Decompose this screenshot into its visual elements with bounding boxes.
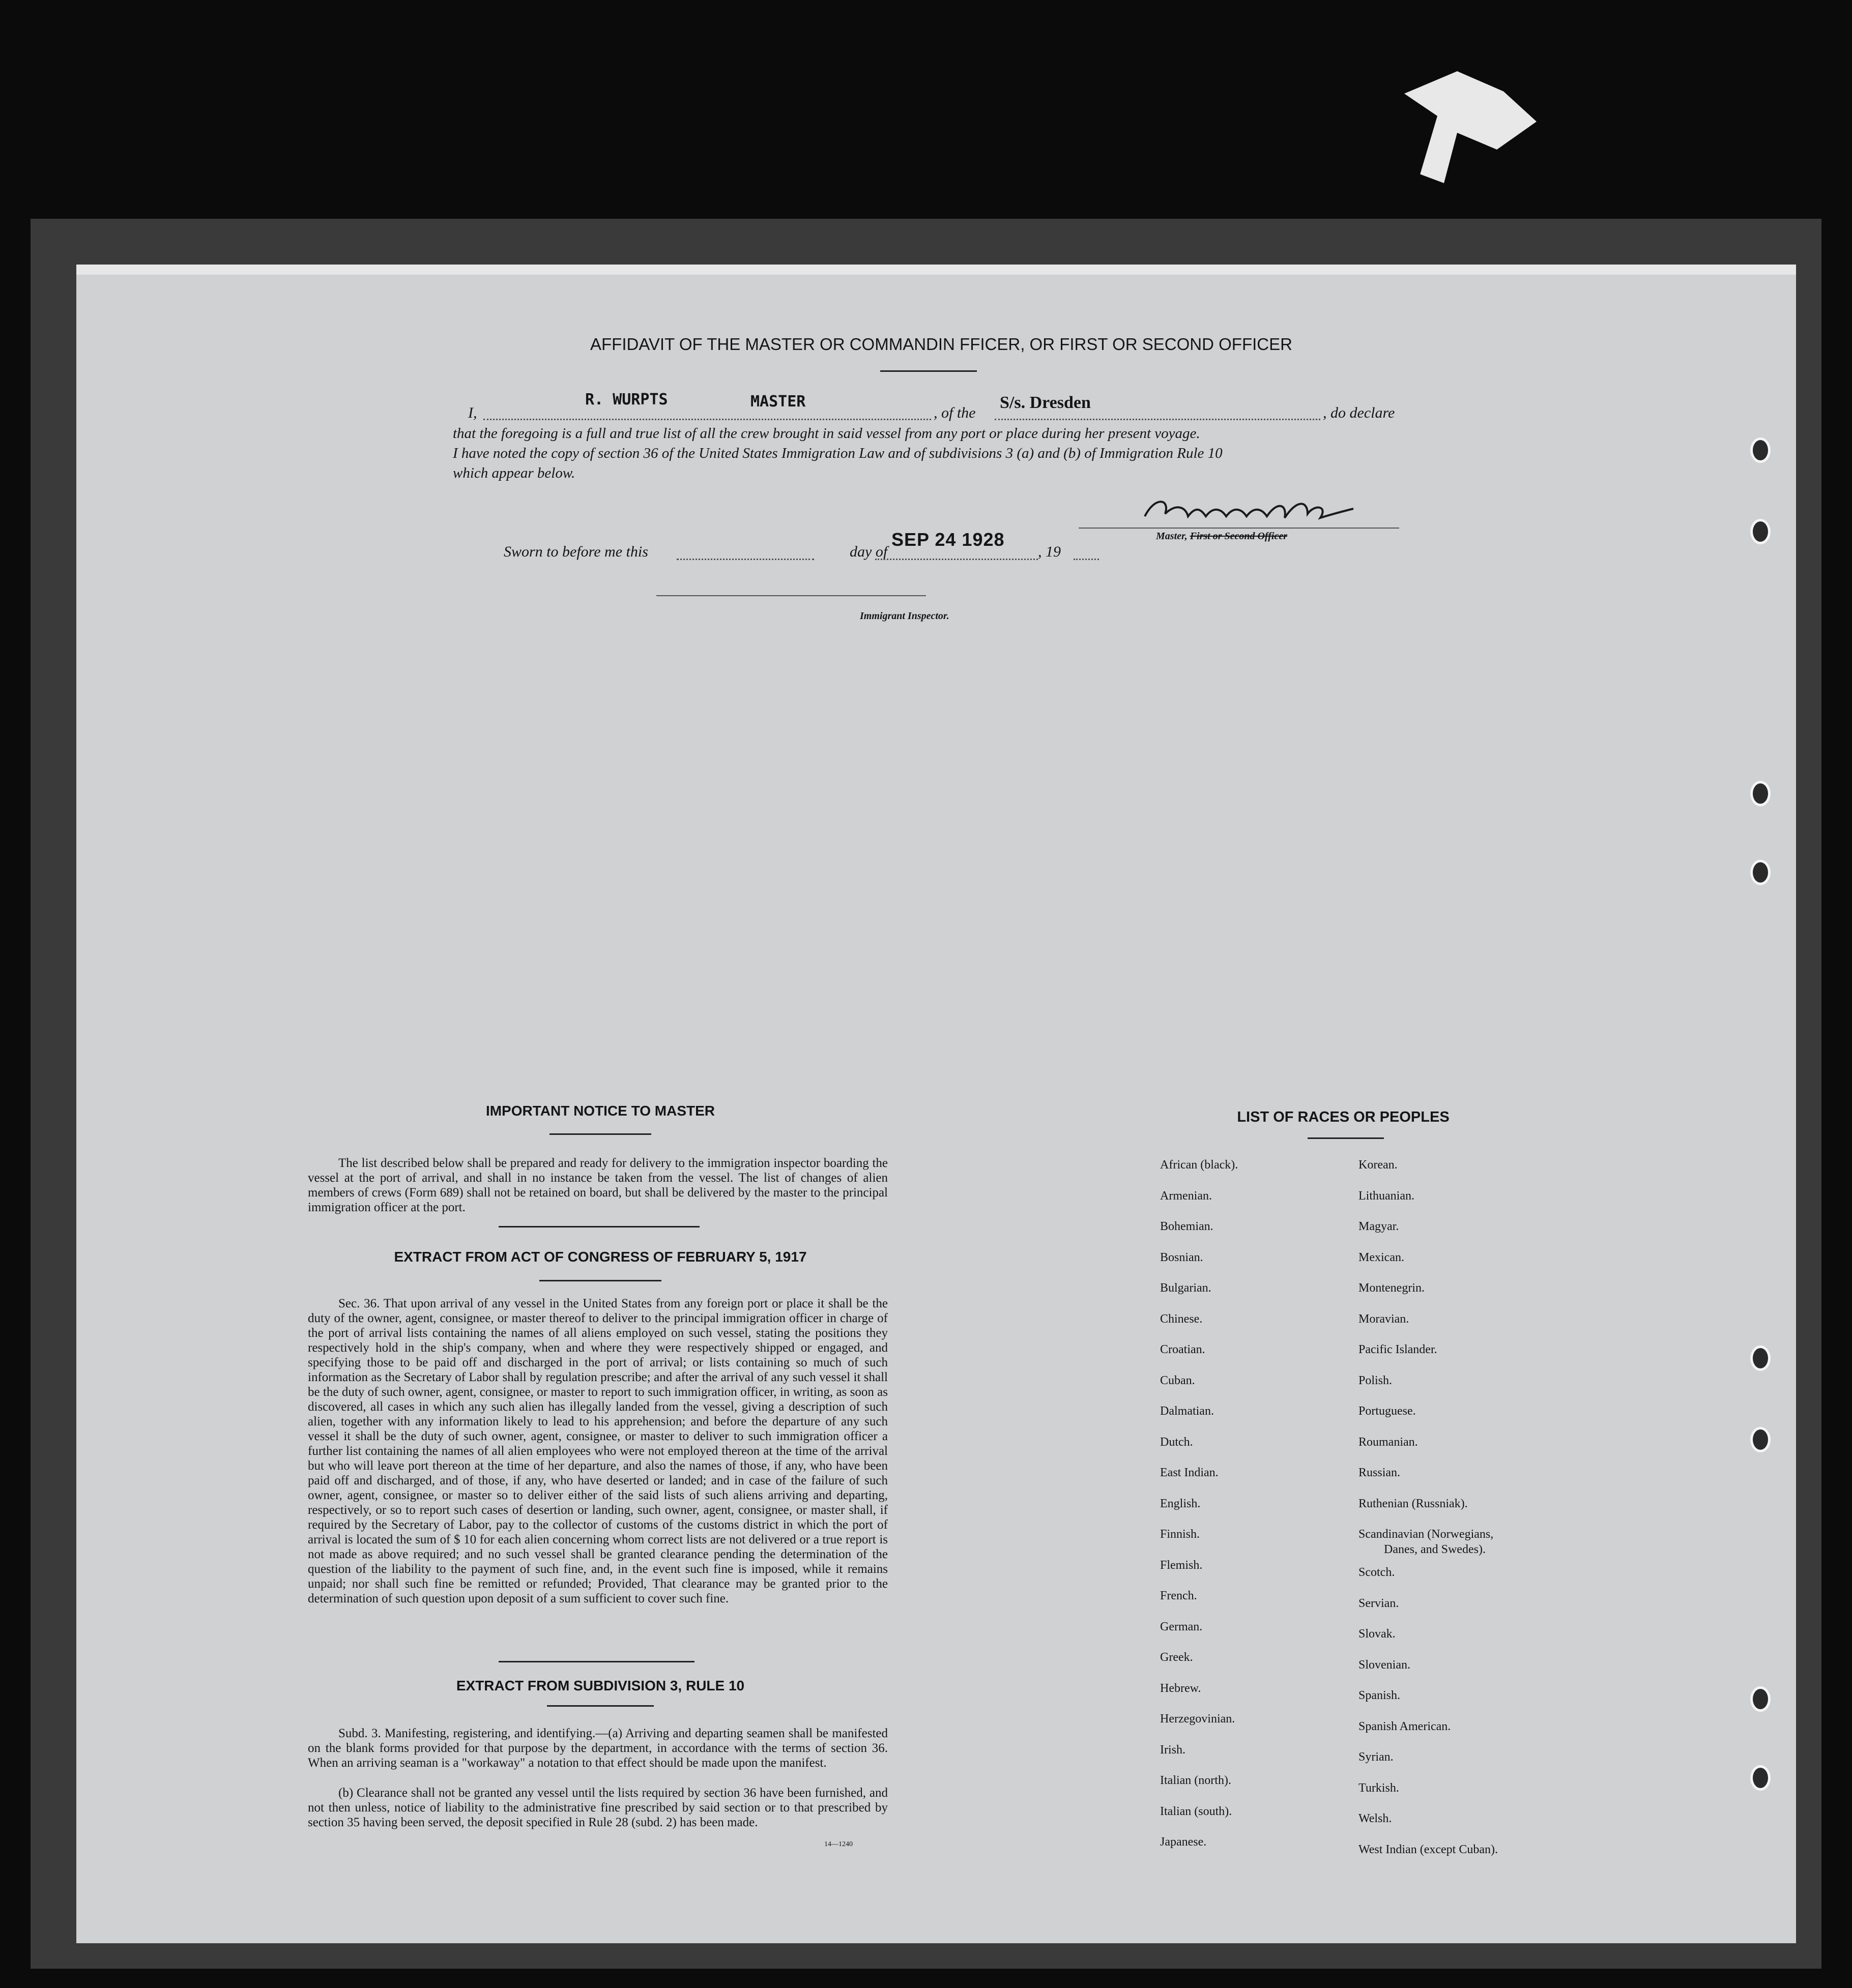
- act-text: Sec. 36. That upon arrival of any vessel in the United States from any foreign port or place it shall be the duty of the owner, agent, consignee, or master thereof to deliver to the principal immigration officer in charge of the port of arrival lists containing the names of all aliens employed on such vessel, stating the positions they respectively hold in the ship's company, when and where they were respectively shipped or engaged, and specifying those to be paid off and discharged in the port of arrival; or lists containing so much of such information as the Secretary of Labor shall by regulation prescribe; and after the arrival of any such vessel it shall be the duty of such owner, agent, consignee, or master to report to such immigration officer, in writing, as soon as discovered, all cases in which any such alien has illegally landed from the vessel, giving a description of such alien, together with any information likely to lead to his apprehension; and before the departure of any such vessel it shall be the duty of such owner, agent, consignee, or master to deliver to such immigration officer a further list containing the names of all alien employees who were not employed thereon at the time of the arrival but who will leave port thereon at the time of her departure, and also the names of those, if any, who have been paid off and discharged, and of those, if any, who have deserted or landed; and in case of the failure of such owner, agent, consignee, or master so to deliver either of the said lists of such aliens arriving and departing, respectively, or so to report such cases of desertion or landing, such owner, agent, consignee, or master shall, if required by the Secretary of Labor, pay to the collector of customs of the customs district in which the port of arrival is located the sum of $ 10 for each alien concerning whom correct lists are not delivered or a true report is not made as above required; and no such vessel shall be granted clearance pending the determination of the question of the liability to the payment of such fine, and, in the event such fine is imposed, while it remains unpaid; nor shall such fine be remitted or refunded; Provided, That clearance may be granted prior to the determination of such question upon deposit of a sum sufficient to cover such fine.: [308, 1297, 888, 1605]
- notice-text: The list described below shall be prepared and ready for delivery to the immigration inspector boarding the vessel at the port of arrival, and shall in no instance be taken from the vessel. The list of changes of alien members of crews (Form 689) shall not be retained on board, but shall be delivered by the master to the principal immigration officer at the port.: [308, 1156, 888, 1214]
- year-line: [1074, 559, 1099, 560]
- race-item: Irish.: [1160, 1743, 1185, 1757]
- master-caption: Master,: [1156, 531, 1188, 542]
- race-item: Finnish.: [1160, 1528, 1200, 1541]
- race-item: Servian.: [1358, 1596, 1399, 1610]
- day-of-label: day of: [850, 543, 888, 560]
- binder-hole: [1750, 519, 1771, 544]
- binder-hole: [1750, 1765, 1771, 1791]
- master-signature: [1140, 493, 1364, 529]
- race-item: Roumanian.: [1358, 1435, 1418, 1449]
- sworn-label: Sworn to before me this: [504, 543, 648, 560]
- rule-para-b: (b) Clearance shall not be granted any vessel until the lists required by section 36 have been furnished, and not then unless, notice of liability to the administrative fine prescribed by said section or to that prescribed by section 35 having been served, the deposit specified in Rule 28 (subd. 2) has been made.: [308, 1786, 888, 1829]
- race-item: West Indian (except Cuban).: [1358, 1843, 1498, 1856]
- affidavit-title: AFFIDAVIT OF THE MASTER OR COMMANDIN FFICER, OR FIRST OR SECOND OFFICER: [590, 335, 1292, 354]
- divider: [499, 1226, 700, 1227]
- date-stamp: SEP 24 1928: [891, 529, 1005, 550]
- divider: [1308, 1137, 1384, 1139]
- binder-hole: [1750, 781, 1771, 806]
- binder-hole: [1750, 1427, 1771, 1452]
- race-item: Magyar.: [1358, 1220, 1399, 1233]
- race-item: German.: [1160, 1620, 1203, 1633]
- race-item: Japanese.: [1160, 1835, 1207, 1849]
- race-item: Pacific Islander.: [1358, 1343, 1437, 1356]
- race-item: Cuban.: [1160, 1373, 1195, 1387]
- i-label: I,: [468, 404, 477, 421]
- name-line: [483, 419, 931, 420]
- race-item: Armenian.: [1160, 1189, 1212, 1203]
- race-item: Bosnian.: [1160, 1250, 1203, 1264]
- race-item: Portuguese.: [1358, 1405, 1416, 1418]
- race-item: Korean.: [1358, 1158, 1398, 1172]
- race-item: Italian (south).: [1160, 1804, 1232, 1818]
- declaration-line: I have noted the copy of section 36 of the United States Immigration Law and of subdivisions 3 (a) and (b) of Immigration Rule 10: [453, 445, 1223, 461]
- race-item: African (black).: [1160, 1158, 1238, 1172]
- races-heading: LIST OF RACES OR PEOPLES: [1237, 1109, 1450, 1125]
- signature-line: [1079, 528, 1399, 529]
- divider: [539, 1280, 661, 1281]
- race-item: Italian (north).: [1160, 1774, 1231, 1787]
- race-item: Mexican.: [1358, 1250, 1404, 1264]
- of-the-label: , of the: [934, 404, 976, 421]
- vessel-line: [995, 419, 1320, 420]
- race-item: Syrian.: [1358, 1750, 1394, 1764]
- rule-para-a: Subd. 3. Manifesting, registering, and identifying.—(a) Arriving and departing seamen shall be manifested on the blank forms provided for that purpose by the department, in accordance with the terms of section 36. When an arriving seaman is a "workaway" a notation to that effect should be made upon the manifest.: [308, 1727, 888, 1770]
- binder-hole: [1750, 860, 1771, 885]
- binder-hole: [1750, 1346, 1771, 1371]
- day-line: [677, 559, 814, 560]
- race-item: Danes, and Swedes).: [1384, 1543, 1486, 1556]
- sheet-top-edge: [76, 265, 1796, 275]
- declaration-line: that the foregoing is a full and true list of all the crew brought in said vessel from any port or place during her present voyage.: [453, 425, 1200, 442]
- inspector-caption: Immigrant Inspector.: [860, 610, 949, 622]
- act-heading: EXTRACT FROM ACT OF CONGRESS OF FEBRUARY 5, 1917: [394, 1249, 807, 1265]
- date-line: [875, 559, 1038, 560]
- race-item: Scandinavian (Norwegians,: [1358, 1528, 1494, 1541]
- race-item: East Indian.: [1160, 1466, 1219, 1479]
- race-item: Dalmatian.: [1160, 1405, 1214, 1418]
- master-title: MASTER: [750, 393, 806, 411]
- year-prefix: , 19: [1038, 543, 1061, 560]
- race-item: Polish.: [1358, 1373, 1393, 1387]
- race-item: Croatian.: [1160, 1343, 1205, 1356]
- binder-hole: [1750, 437, 1771, 463]
- race-item: Scotch.: [1358, 1566, 1395, 1579]
- race-item: Moravian.: [1358, 1312, 1409, 1326]
- race-item: Welsh.: [1358, 1812, 1392, 1825]
- race-item: Lithuanian.: [1358, 1189, 1414, 1203]
- race-item: Greek.: [1160, 1651, 1193, 1664]
- race-item: Ruthenian (Russniak).: [1358, 1497, 1468, 1510]
- paper-scrap: [1404, 71, 1537, 183]
- declaration-line: which appear below.: [453, 465, 575, 481]
- divider: [547, 1705, 654, 1707]
- divider: [880, 370, 977, 372]
- race-item: Russian.: [1358, 1466, 1401, 1479]
- race-item: Spanish American.: [1358, 1719, 1451, 1733]
- inspector-line: [656, 595, 926, 596]
- race-item: Spanish.: [1358, 1689, 1401, 1702]
- race-item: Dutch.: [1160, 1435, 1193, 1449]
- race-item: Montenegrin.: [1358, 1281, 1425, 1295]
- race-item: Turkish.: [1358, 1781, 1399, 1795]
- race-item: Slovenian.: [1358, 1658, 1410, 1672]
- race-item: Slovak.: [1358, 1627, 1396, 1641]
- struck-officer-caption: First or Second Officer: [1190, 531, 1287, 542]
- race-item: English.: [1160, 1497, 1201, 1510]
- race-item: Flemish.: [1160, 1558, 1203, 1572]
- notice-heading: IMPORTANT NOTICE TO MASTER: [485, 1103, 715, 1119]
- binder-hole: [1750, 1686, 1771, 1712]
- rule-heading: EXTRACT FROM SUBDIVISION 3, RULE 10: [456, 1678, 745, 1693]
- race-item: Bohemian.: [1160, 1220, 1213, 1233]
- race-item: Chinese.: [1160, 1312, 1203, 1326]
- race-item: Bulgarian.: [1160, 1281, 1211, 1295]
- do-declare-label: , do declare: [1323, 404, 1395, 421]
- master-name: R. WURPTS: [585, 391, 668, 408]
- race-item: Hebrew.: [1160, 1681, 1201, 1695]
- vessel-name: S/s. Dresden: [1000, 393, 1091, 412]
- form-number: 14—1240: [824, 1840, 853, 1848]
- divider: [549, 1133, 651, 1135]
- race-item: Herzegovinian.: [1160, 1712, 1235, 1726]
- divider: [499, 1661, 694, 1662]
- race-item: French.: [1160, 1589, 1197, 1602]
